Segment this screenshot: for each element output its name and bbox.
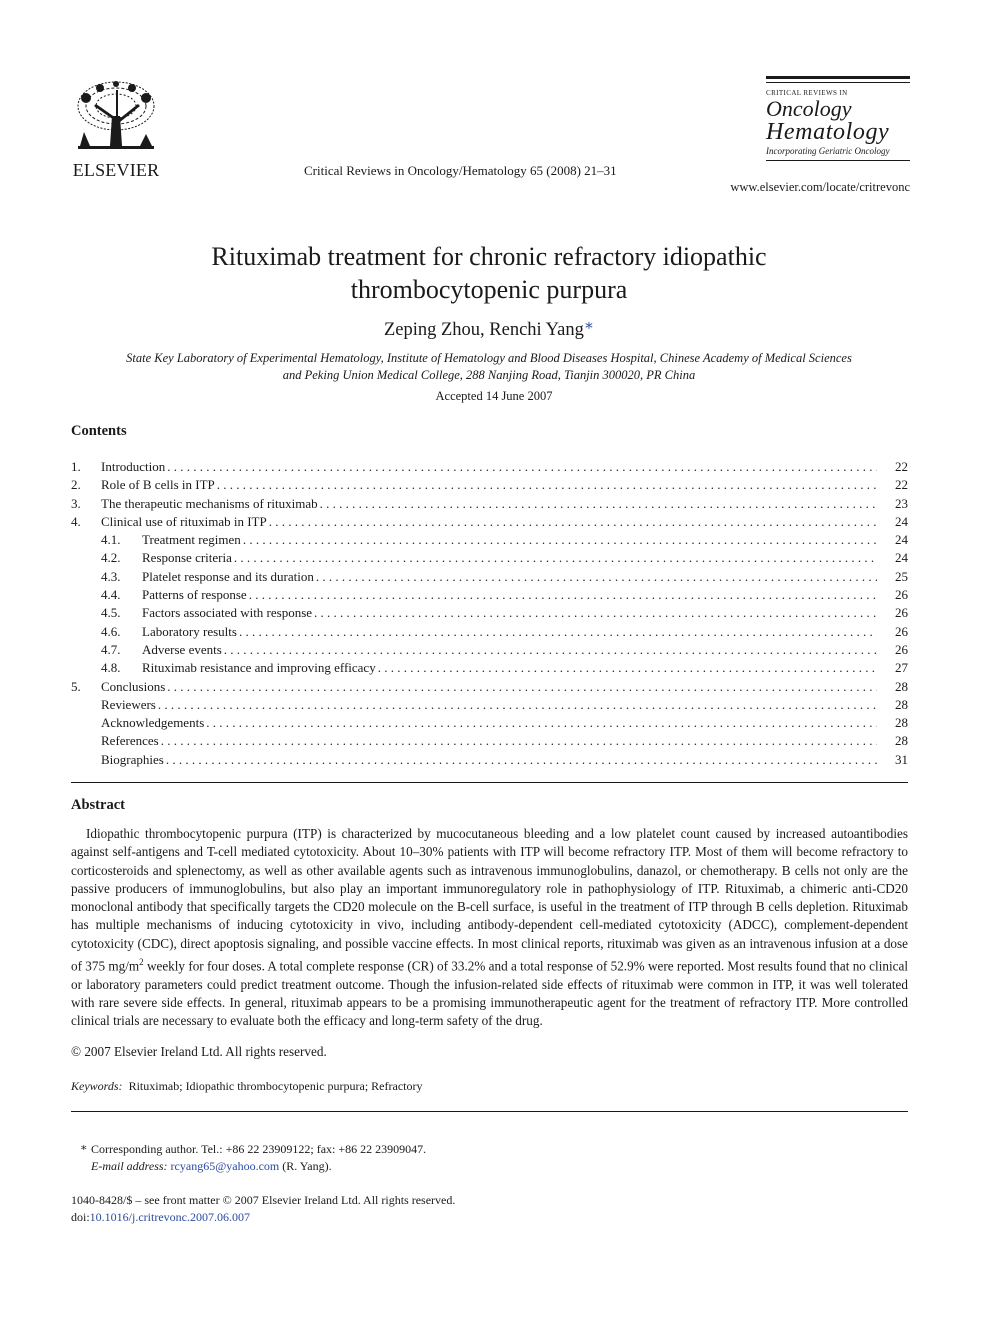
toc-title[interactable]: Treatment regimen bbox=[142, 532, 241, 548]
toc-number: 3. bbox=[71, 495, 81, 511]
toc-number: 5. bbox=[71, 678, 81, 694]
abstract-body bbox=[71, 825, 908, 1031]
toc-entry[interactable] bbox=[71, 732, 908, 750]
abstract-heading: Abstract bbox=[71, 797, 125, 813]
toc-line bbox=[101, 623, 908, 641]
toc-number: 4.7. bbox=[101, 641, 121, 657]
toc-line bbox=[101, 604, 908, 622]
toc-line bbox=[101, 659, 908, 677]
toc-line bbox=[101, 751, 908, 769]
affiliation-line-1: State Key Laboratory of Experimental Hematology, Institute of Hematology and Blood Diseases Hospital, Chinese Academy of Medical Sciences bbox=[126, 351, 852, 365]
toc-entry[interactable] bbox=[71, 513, 908, 531]
toc-title[interactable]: Biographies bbox=[101, 751, 164, 767]
toc-line bbox=[101, 531, 908, 549]
toc-entry[interactable] bbox=[71, 641, 908, 659]
abstract-paragraph bbox=[71, 825, 908, 1031]
keywords-label: Keywords: bbox=[71, 1079, 123, 1093]
toc-line bbox=[101, 549, 908, 567]
toc-number: 4.1. bbox=[101, 532, 121, 548]
toc-title[interactable]: Response criteria bbox=[142, 550, 232, 566]
authors: Zeping Zhou, Renchi Yang bbox=[383, 320, 584, 340]
email-link[interactable]: rcyang65@yahoo.com bbox=[170, 1159, 280, 1173]
corresponding-text: Corresponding author. Tel.: +86 22 23909122; fax: +86 22 23909047. bbox=[91, 1142, 427, 1156]
toc-page-number: 31 bbox=[895, 751, 908, 767]
toc-title[interactable]: Conclusions bbox=[101, 678, 166, 694]
tree-icon bbox=[70, 76, 162, 162]
toc-entry[interactable] bbox=[71, 495, 908, 513]
toc-leader-dots bbox=[249, 586, 877, 604]
toc-entry[interactable] bbox=[71, 476, 908, 494]
journal-logo-line2: Hematology bbox=[766, 119, 890, 145]
toc-number: 4.4. bbox=[101, 587, 121, 603]
toc-entry[interactable] bbox=[71, 531, 908, 549]
toc-leader-dots bbox=[217, 476, 877, 494]
toc-title[interactable]: The therapeutic mechanisms of rituximab bbox=[101, 495, 318, 511]
toc-line bbox=[101, 678, 908, 696]
toc-page-number: 26 bbox=[895, 587, 908, 603]
toc-entry[interactable] bbox=[71, 751, 908, 769]
logo-rule bbox=[766, 76, 910, 79]
toc-entry[interactable] bbox=[71, 586, 908, 604]
toc-title[interactable]: Adverse events bbox=[142, 641, 222, 657]
footnote-line-2 bbox=[80, 1158, 426, 1175]
toc-page-number: 26 bbox=[895, 641, 908, 657]
toc-line bbox=[101, 568, 908, 586]
toc-leader-dots bbox=[234, 549, 877, 567]
copyright: © 2007 Elsevier Ireland Ltd. All rights reserved. bbox=[71, 1044, 327, 1059]
toc-page-number: 23 bbox=[895, 495, 908, 511]
toc-title[interactable]: Rituximab resistance and improving efficacy bbox=[142, 660, 376, 676]
table-of-contents bbox=[71, 458, 908, 769]
toc-line bbox=[101, 714, 908, 732]
toc-page-number: 24 bbox=[895, 532, 908, 548]
journal-logo bbox=[766, 76, 910, 161]
toc-page-number: 26 bbox=[895, 605, 908, 621]
toc-leader-dots bbox=[158, 696, 877, 714]
toc-line bbox=[101, 476, 908, 494]
toc-title[interactable]: Role of B cells in ITP bbox=[101, 477, 215, 493]
toc-leader-dots bbox=[378, 659, 877, 677]
toc-page-number: 28 bbox=[895, 733, 908, 749]
toc-number: 4.5. bbox=[101, 605, 121, 621]
author-list bbox=[0, 316, 978, 341]
toc-page-number: 28 bbox=[895, 715, 908, 731]
abstract-text-part-2: weekly for four doses. A total complete response (CR) of 33.2% and a total response of 52.9% were reported. Most results found that no clinical or laboratory parameters could predict treatment outcome. Though the infusion-related side effects of rituximab were common in ITP, it was well tolerated with rare severe side effects. In general, rituximab appears to be a promising immunotherapeutic agent for the treatment of refractory ITP. More controlled clinical trials are necessary to evaluate both the efficacy and long-term safety of the drug. bbox=[71, 958, 908, 1029]
toc-leader-dots bbox=[167, 678, 877, 696]
title-line-2: thrombocytopenic purpura bbox=[350, 275, 628, 304]
toc-page-number: 28 bbox=[895, 696, 908, 712]
toc-title[interactable]: References bbox=[101, 733, 159, 749]
email-suffix: (R. Yang). bbox=[279, 1159, 332, 1173]
journal-logo-subtitle: Incorporating Geriatric Oncology bbox=[766, 146, 890, 156]
logo-rule bbox=[766, 82, 910, 83]
corresponding-author-mark[interactable]: ∗ bbox=[583, 318, 595, 334]
doi-line bbox=[71, 1209, 455, 1226]
toc-leader-dots bbox=[166, 751, 877, 769]
toc-title[interactable]: Clinical use of rituximab in ITP bbox=[101, 513, 267, 529]
affiliation bbox=[70, 350, 908, 384]
toc-line bbox=[101, 696, 908, 714]
toc-leader-dots bbox=[161, 732, 877, 750]
toc-page-number: 22 bbox=[895, 459, 908, 474]
toc-number: 4.3. bbox=[101, 568, 121, 584]
toc-leader-dots bbox=[206, 714, 877, 732]
toc-line bbox=[101, 732, 908, 750]
toc-page-number: 24 bbox=[895, 513, 908, 529]
journal-logo-top-line: CRITICAL REVIEWS IN bbox=[766, 89, 848, 97]
front-matter-info bbox=[71, 1192, 455, 1226]
issn-line: 1040-8428/$ – see front matter © 2007 Elsevier Ireland Ltd. All rights reserved. bbox=[71, 1193, 456, 1207]
toc-line bbox=[101, 513, 908, 531]
toc-leader-dots bbox=[316, 568, 877, 586]
toc-entry[interactable] bbox=[71, 568, 908, 586]
section-divider bbox=[71, 782, 908, 783]
footnote-line-1 bbox=[80, 1140, 426, 1158]
toc-title[interactable]: Factors associated with response bbox=[142, 605, 313, 621]
toc-entry[interactable] bbox=[71, 714, 908, 732]
toc-entry[interactable] bbox=[71, 659, 908, 677]
section-divider bbox=[71, 1111, 908, 1112]
toc-entry[interactable] bbox=[71, 623, 908, 641]
doi-prefix: doi: bbox=[71, 1210, 90, 1224]
contents-heading: Contents bbox=[71, 423, 127, 439]
abstract-superscript: 2 bbox=[139, 957, 144, 968]
logo-rule bbox=[766, 160, 910, 161]
toc-line bbox=[101, 458, 908, 476]
toc-number: 4.6. bbox=[101, 623, 121, 639]
toc-leader-dots bbox=[314, 604, 877, 622]
toc-page-number: 27 bbox=[895, 660, 908, 676]
toc-page-number: 24 bbox=[895, 550, 908, 566]
toc-line bbox=[101, 641, 908, 659]
toc-leader-dots bbox=[320, 495, 877, 513]
toc-entry[interactable] bbox=[71, 604, 908, 622]
toc-title[interactable]: Reviewers bbox=[101, 696, 156, 712]
toc-title[interactable]: Patterns of response bbox=[142, 587, 247, 603]
keywords bbox=[71, 1079, 422, 1094]
abstract-text-part-1: Idiopathic thrombocytopenic purpura (ITP) is characterized by mucocutaneous bleeding and a low platelet count caused by increased autoantibodies against self-antigens and T-cell mediated cytotoxicity. About 10–30% patients with ITP will become refractory ITP. Most of them will become refractory to corticosteroids and splenectomy, as well as other available agents such as intravenous immunoglobulins, danazol, or chemotherapy. B cells not only are the passive producers of immunoglobulins, but also play an important immunoregulatory role in pathophysiology of ITP. Rituximab, a chimeric anti-CD20 monoclonal antibody that specifically targets the CD20 molecule on the B-cell surface, is useful in the treatment of ITP through B cells depletion. Rituximab has multiple mechanisms of inducing cytotoxicity in vivo, including antibody-dependent cell-mediated cytotoxicity (ADCC), complement-dependent cytotoxicity (CDC), direct apoptosis signaling, and possible vaccine effects. In most clinical reports, rituximab was given as an intravenous infusion at a dose of 375 mg/m bbox=[71, 826, 908, 974]
affiliation-line-2: and Peking Union Medical College, 288 Nanjing Road, Tianjin 300020, PR China bbox=[282, 368, 696, 382]
toc-page-number: 26 bbox=[895, 623, 908, 639]
journal-url-link[interactable]: www.elsevier.com/locate/critrevonc bbox=[730, 180, 910, 194]
footnote-mark: ∗ bbox=[80, 1142, 88, 1154]
keywords-list: Rituximab; Idiopathic thrombocytopenic purpura; Refractory bbox=[128, 1079, 423, 1093]
toc-number: 4.2. bbox=[101, 550, 121, 566]
toc-title[interactable]: Acknowledgements bbox=[101, 715, 205, 731]
title-line-1: Rituximab treatment for chronic refractory idiopathic bbox=[211, 242, 767, 271]
toc-entry[interactable] bbox=[71, 549, 908, 567]
toc-page-number: 25 bbox=[895, 568, 908, 584]
toc-entry[interactable] bbox=[71, 678, 908, 696]
doi-link[interactable]: 10.1016/j.critrevonc.2007.06.007 bbox=[89, 1210, 250, 1224]
toc-title[interactable]: Introduction bbox=[101, 459, 166, 474]
toc-page-number: 28 bbox=[895, 678, 908, 694]
corresponding-footnote bbox=[80, 1140, 426, 1175]
journal-reference: Critical Reviews in Oncology/Hematology 65 (2008) 21–31 bbox=[304, 163, 617, 178]
toc-number: 4. bbox=[71, 513, 81, 529]
toc-leader-dots bbox=[269, 513, 877, 531]
toc-title[interactable]: Platelet response and its duration bbox=[142, 568, 314, 584]
toc-number: 1. bbox=[71, 459, 81, 474]
toc-leader-dots bbox=[224, 641, 877, 659]
email-label: E-mail address: bbox=[91, 1159, 168, 1173]
toc-title[interactable]: Laboratory results bbox=[142, 623, 237, 639]
journal-logo-line1: Oncology bbox=[766, 96, 852, 121]
accepted-date: Accepted 14 June 2007 bbox=[435, 389, 553, 403]
toc-entry[interactable] bbox=[71, 458, 908, 476]
toc-page-number: 22 bbox=[895, 477, 908, 493]
toc-line bbox=[101, 586, 908, 604]
toc-number: 4.8. bbox=[101, 660, 121, 676]
publisher-name: ELSEVIER bbox=[72, 160, 160, 180]
toc-leader-dots bbox=[239, 623, 877, 641]
toc-entry[interactable] bbox=[71, 696, 908, 714]
toc-line bbox=[101, 495, 908, 513]
toc-leader-dots bbox=[243, 531, 877, 549]
toc-number: 2. bbox=[71, 477, 81, 493]
article-title bbox=[0, 240, 978, 306]
toc-leader-dots bbox=[167, 458, 877, 476]
